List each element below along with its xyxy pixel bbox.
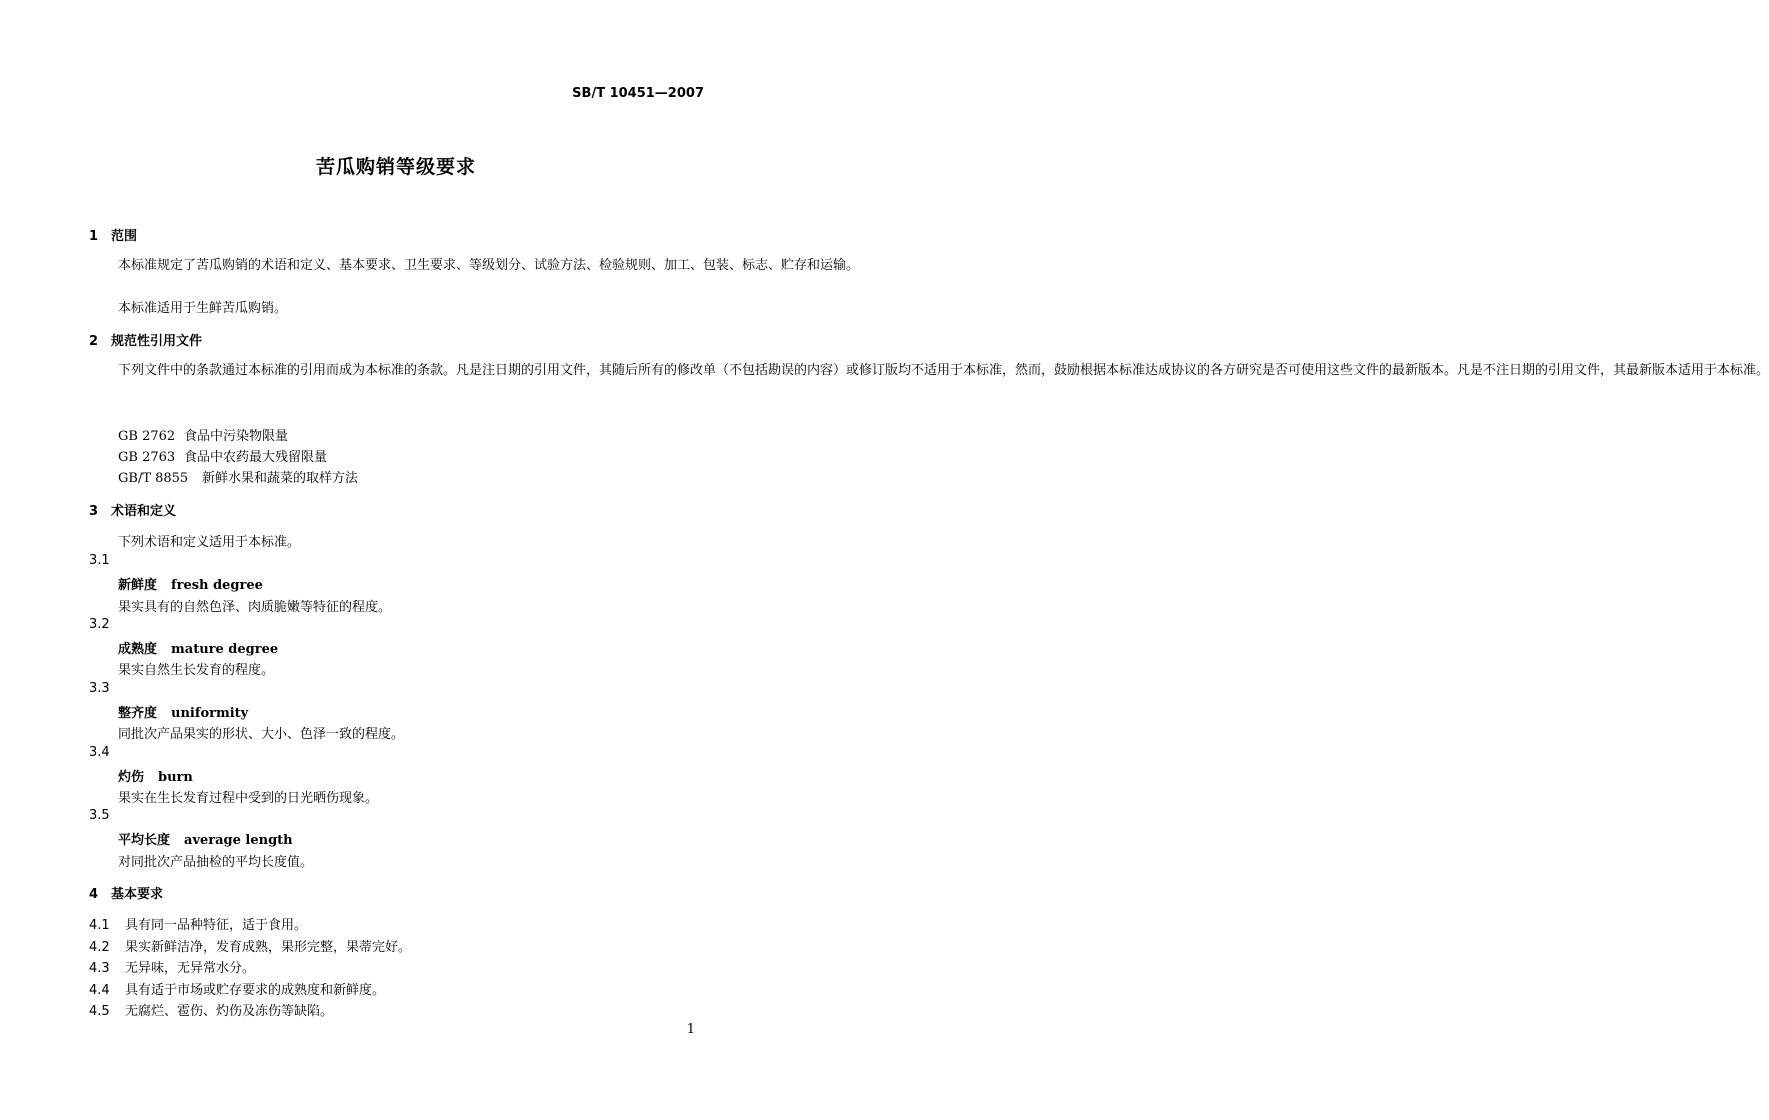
reference-title: 食品中农药最大残留限量 [184, 450, 328, 465]
reference-code: GB 2763 [118, 450, 176, 465]
terms-intro: 下列术语和定义适用于本标准。 [118, 535, 301, 550]
requirement-item [89, 979, 385, 998]
term-entry [118, 766, 193, 785]
page-number: 1 [686, 1022, 695, 1037]
term-entry [118, 702, 248, 721]
references-paragraph [89, 360, 1769, 382]
reference-item [118, 467, 358, 486]
section-title: 规范性引用文件 [111, 334, 203, 349]
requirement-text: 无异味，无异常水分。 [125, 961, 256, 976]
document-title: 苦瓜购销等级要求 [315, 156, 476, 178]
requirement-number: 4.5 [89, 1004, 110, 1019]
section-number: 3 [89, 504, 99, 519]
section-heading-3 [89, 500, 176, 519]
requirement-item [89, 936, 411, 955]
section-title: 术语和定义 [111, 504, 177, 519]
requirement-number: 4.2 [89, 940, 110, 955]
term-definition: 果实在生长发育过程中受到的日光晒伤现象。 [118, 791, 379, 806]
term-zh: 成熟度 [118, 642, 158, 657]
paragraph-text: 下列文件中的条款通过本标准的引用而成为本标准的条款。凡是注日期的引用文件，其随后所有的修改单（不包括勘误的内容）或修订版均不适用于本标准，然而，鼓励根据本标准达成协议的各方研究是否可使用这些文件的最新版本。凡是不注日期的引用文件，其最新版本适用于本标准。 [118, 363, 1769, 378]
section-heading-1 [89, 225, 137, 244]
term-number: 3.4 [89, 745, 110, 760]
term-definition: 对同批次产品抽检的平均长度值。 [118, 855, 314, 870]
reference-item [118, 425, 288, 444]
reference-code: GB/T 8855 [118, 471, 189, 486]
requirement-text: 果实新鲜洁净，发育成熟，果形完整，果蒂完好。 [125, 940, 412, 955]
reference-title: 新鲜水果和蔬菜的取样方法 [202, 471, 359, 486]
scope-applicability: 本标准适用于生鲜苦瓜购销。 [118, 301, 288, 316]
section-heading-2 [89, 330, 202, 349]
term-number: 3.1 [89, 553, 110, 568]
term-zh: 整齐度 [118, 706, 158, 721]
reference-title: 食品中污染物限量 [184, 429, 289, 444]
term-entry [118, 638, 278, 657]
standard-number: SB/T 10451—2007 [572, 86, 704, 101]
requirement-number: 4.1 [89, 918, 110, 933]
term-en: burn [158, 770, 193, 785]
term-definition: 果实具有的自然色泽、肉质脆嫩等特征的程度。 [118, 600, 392, 615]
term-number: 3.5 [89, 808, 110, 823]
term-zh: 平均长度 [118, 833, 171, 848]
term-number: 3.2 [89, 617, 110, 632]
requirement-text: 具有同一品种特征，适于食用。 [125, 918, 308, 933]
section-number: 2 [89, 334, 99, 349]
term-zh: 灼伤 [118, 770, 145, 785]
requirement-item [89, 914, 307, 933]
section-number: 4 [89, 887, 99, 902]
section-heading-4 [89, 883, 163, 902]
term-definition: 果实自然生长发育的程度。 [118, 663, 275, 678]
section-title: 基本要求 [111, 887, 164, 902]
requirement-text: 具有适于市场或贮存要求的成熟度和新鲜度。 [125, 983, 386, 998]
paragraph-text: 本标准规定了苦瓜购销的术语和定义、基本要求、卫生要求、等级划分、试验方法、检验规则、加工、包装、标志、贮存和运输。 [118, 258, 860, 273]
section-title: 范围 [111, 229, 138, 244]
term-number: 3.3 [89, 681, 110, 696]
requirement-number: 4.4 [89, 983, 110, 998]
term-en: uniformity [171, 706, 249, 721]
reference-item [118, 446, 327, 465]
requirement-number: 4.3 [89, 961, 110, 976]
term-zh: 新鲜度 [118, 578, 158, 593]
requirement-text: 无腐烂、雹伤、灼伤及冻伤等缺陷。 [125, 1004, 334, 1019]
term-en: mature degree [171, 642, 279, 657]
term-definition: 同批次产品果实的形状、大小、色泽一致的程度。 [118, 727, 405, 742]
reference-code: GB 2762 [118, 429, 176, 444]
term-entry [118, 574, 263, 593]
term-en: average length [184, 833, 293, 848]
requirement-item [89, 1000, 333, 1019]
scope-paragraph [89, 255, 860, 277]
term-en: fresh degree [171, 578, 263, 593]
term-entry [118, 829, 293, 848]
requirement-item [89, 957, 255, 976]
section-number: 1 [89, 229, 99, 244]
